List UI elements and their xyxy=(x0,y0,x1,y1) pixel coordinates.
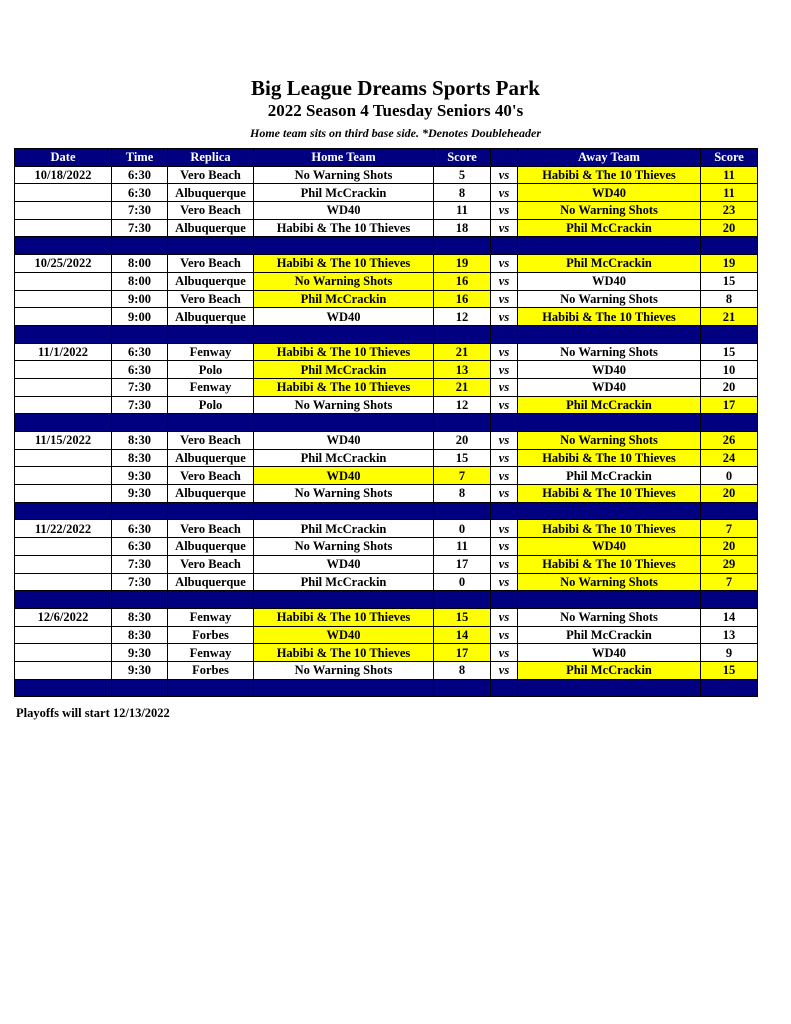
cell-replica: Vero Beach xyxy=(168,520,254,538)
cell-vs: vs xyxy=(491,626,518,644)
separator-cell xyxy=(518,414,701,432)
cell-vs: vs xyxy=(491,255,518,273)
cell-away-team: No Warning Shots xyxy=(518,573,701,591)
cell-time: 7:30 xyxy=(112,555,168,573)
cell-away-score: 0 xyxy=(701,467,758,485)
separator-cell xyxy=(112,502,168,520)
cell-vs: vs xyxy=(491,308,518,326)
separator-cell xyxy=(168,237,254,255)
cell-vs: vs xyxy=(491,219,518,237)
separator-cell xyxy=(434,591,491,609)
schedule-table xyxy=(14,148,758,697)
cell-away-score: 15 xyxy=(701,661,758,679)
week-separator-row xyxy=(15,679,758,697)
cell-away-score: 20 xyxy=(701,378,758,396)
cell-time: 8:30 xyxy=(112,626,168,644)
cell-away-team: No Warning Shots xyxy=(518,432,701,450)
cell-date xyxy=(15,184,112,202)
page-title: Big League Dreams Sports Park xyxy=(251,76,540,100)
cell-date xyxy=(15,290,112,308)
cell-away-team: WD40 xyxy=(518,272,701,290)
cell-home-score: 8 xyxy=(434,485,491,503)
page-subtitle: 2022 Season 4 Tuesday Seniors 40's xyxy=(267,101,524,120)
table-row xyxy=(15,432,758,450)
separator-cell xyxy=(491,679,518,697)
cell-home-score: 0 xyxy=(434,520,491,538)
cell-replica: Albuquerque xyxy=(168,184,254,202)
cell-away-team: Phil McCrackin xyxy=(518,396,701,414)
cell-home-score: 13 xyxy=(434,361,491,379)
cell-vs: vs xyxy=(491,608,518,626)
cell-vs: vs xyxy=(491,432,518,450)
cell-replica: Vero Beach xyxy=(168,467,254,485)
cell-away-team: Phil McCrackin xyxy=(518,661,701,679)
cell-home-score: 16 xyxy=(434,290,491,308)
cell-date xyxy=(15,202,112,220)
cell-date: 12/6/2022 xyxy=(15,608,112,626)
cell-away-score: 14 xyxy=(701,608,758,626)
separator-cell xyxy=(701,591,758,609)
table-row xyxy=(15,184,758,202)
cell-time: 6:30 xyxy=(112,361,168,379)
cell-away-score: 7 xyxy=(701,520,758,538)
table-row xyxy=(15,644,758,662)
cell-replica: Vero Beach xyxy=(168,202,254,220)
cell-time: 8:30 xyxy=(112,608,168,626)
cell-replica: Fenway xyxy=(168,343,254,361)
week-separator-row xyxy=(15,591,758,609)
separator-cell xyxy=(701,325,758,343)
table-row xyxy=(15,608,758,626)
cell-vs: vs xyxy=(491,661,518,679)
separator-cell xyxy=(434,325,491,343)
cell-date xyxy=(15,219,112,237)
table-row xyxy=(15,485,758,503)
cell-home-score: 8 xyxy=(434,184,491,202)
cell-vs: vs xyxy=(491,166,518,184)
cell-vs: vs xyxy=(491,290,518,308)
cell-date: 11/22/2022 xyxy=(15,520,112,538)
table-row xyxy=(15,290,758,308)
separator-cell xyxy=(518,325,701,343)
cell-away-team: WD40 xyxy=(518,361,701,379)
cell-replica: Vero Beach xyxy=(168,255,254,273)
separator-cell xyxy=(15,679,112,697)
cell-home-score: 12 xyxy=(434,396,491,414)
cell-home-team: Phil McCrackin xyxy=(254,520,434,538)
table-row xyxy=(15,255,758,273)
cell-time: 8:00 xyxy=(112,255,168,273)
cell-vs: vs xyxy=(491,396,518,414)
cell-date xyxy=(15,644,112,662)
cell-home-team: No Warning Shots xyxy=(254,485,434,503)
cell-vs: vs xyxy=(491,272,518,290)
cell-vs: vs xyxy=(491,538,518,556)
col-header-vs xyxy=(491,149,518,167)
cell-home-team: Habibi & The 10 Thieves xyxy=(254,608,434,626)
cell-date xyxy=(15,467,112,485)
cell-replica: Vero Beach xyxy=(168,290,254,308)
cell-time: 7:30 xyxy=(112,396,168,414)
cell-date xyxy=(15,573,112,591)
week-separator-row xyxy=(15,502,758,520)
week-separator-row xyxy=(15,414,758,432)
cell-replica: Albuquerque xyxy=(168,308,254,326)
cell-away-score: 10 xyxy=(701,361,758,379)
cell-vs: vs xyxy=(491,343,518,361)
table-row xyxy=(15,361,758,379)
separator-cell xyxy=(254,325,434,343)
separator-cell xyxy=(701,502,758,520)
cell-home-score: 11 xyxy=(434,202,491,220)
separator-cell xyxy=(491,237,518,255)
cell-away-team: Habibi & The 10 Thieves xyxy=(518,555,701,573)
cell-time: 9:00 xyxy=(112,290,168,308)
separator-cell xyxy=(701,237,758,255)
cell-away-score: 11 xyxy=(701,184,758,202)
separator-cell xyxy=(254,237,434,255)
cell-replica: Albuquerque xyxy=(168,538,254,556)
cell-home-team: WD40 xyxy=(254,432,434,450)
cell-date xyxy=(15,626,112,644)
cell-vs: vs xyxy=(491,184,518,202)
cell-away-team: Habibi & The 10 Thieves xyxy=(518,449,701,467)
separator-cell xyxy=(15,414,112,432)
cell-time: 6:30 xyxy=(112,538,168,556)
cell-time: 8:00 xyxy=(112,272,168,290)
cell-replica: Forbes xyxy=(168,626,254,644)
cell-replica: Albuquerque xyxy=(168,573,254,591)
table-row xyxy=(15,343,758,361)
cell-vs: vs xyxy=(491,485,518,503)
cell-vs: vs xyxy=(491,573,518,591)
separator-cell xyxy=(701,679,758,697)
cell-time: 8:30 xyxy=(112,432,168,450)
cell-date: 11/1/2022 xyxy=(15,343,112,361)
cell-away-score: 20 xyxy=(701,219,758,237)
separator-cell xyxy=(112,414,168,432)
separator-cell xyxy=(15,325,112,343)
cell-home-team: Habibi & The 10 Thieves xyxy=(254,255,434,273)
cell-away-team: Phil McCrackin xyxy=(518,255,701,273)
separator-cell xyxy=(434,502,491,520)
cell-away-score: 9 xyxy=(701,644,758,662)
cell-time: 7:30 xyxy=(112,219,168,237)
cell-away-team: WD40 xyxy=(518,378,701,396)
cell-away-team: Habibi & The 10 Thieves xyxy=(518,308,701,326)
week-separator-row xyxy=(15,325,758,343)
cell-replica: Polo xyxy=(168,396,254,414)
separator-cell xyxy=(491,325,518,343)
separator-cell xyxy=(254,591,434,609)
cell-replica: Polo xyxy=(168,361,254,379)
table-row xyxy=(15,467,758,485)
separator-cell xyxy=(168,502,254,520)
cell-away-team: No Warning Shots xyxy=(518,202,701,220)
cell-date xyxy=(15,308,112,326)
cell-home-team: Habibi & The 10 Thieves xyxy=(254,343,434,361)
separator-cell xyxy=(518,237,701,255)
separator-cell xyxy=(254,502,434,520)
cell-home-team: No Warning Shots xyxy=(254,396,434,414)
col-header-replica: Replica xyxy=(168,149,254,167)
cell-home-team: Phil McCrackin xyxy=(254,449,434,467)
separator-cell xyxy=(15,237,112,255)
cell-home-team: WD40 xyxy=(254,467,434,485)
table-row xyxy=(15,661,758,679)
cell-time: 9:00 xyxy=(112,308,168,326)
col-header-home-team: Home Team xyxy=(254,149,434,167)
cell-home-score: 19 xyxy=(434,255,491,273)
cell-replica: Albuquerque xyxy=(168,272,254,290)
cell-away-team: WD40 xyxy=(518,184,701,202)
separator-cell xyxy=(518,679,701,697)
separator-cell xyxy=(434,414,491,432)
separator-cell xyxy=(254,414,434,432)
separator-cell xyxy=(701,414,758,432)
cell-away-score: 15 xyxy=(701,272,758,290)
cell-home-score: 21 xyxy=(434,378,491,396)
cell-home-score: 5 xyxy=(434,166,491,184)
cell-vs: vs xyxy=(491,555,518,573)
cell-home-score: 7 xyxy=(434,467,491,485)
cell-vs: vs xyxy=(491,449,518,467)
separator-cell xyxy=(434,237,491,255)
cell-home-score: 11 xyxy=(434,538,491,556)
separator-cell xyxy=(254,679,434,697)
cell-away-score: 8 xyxy=(701,290,758,308)
cell-away-team: WD40 xyxy=(518,538,701,556)
week-separator-row xyxy=(15,237,758,255)
cell-home-team: WD40 xyxy=(254,555,434,573)
cell-time: 6:30 xyxy=(112,184,168,202)
separator-cell xyxy=(112,591,168,609)
cell-home-team: WD40 xyxy=(254,202,434,220)
cell-away-team: Phil McCrackin xyxy=(518,467,701,485)
table-row xyxy=(15,396,758,414)
cell-home-team: Habibi & The 10 Thieves xyxy=(254,378,434,396)
cell-replica: Albuquerque xyxy=(168,485,254,503)
cell-vs: vs xyxy=(491,202,518,220)
cell-replica: Albuquerque xyxy=(168,219,254,237)
cell-home-team: Habibi & The 10 Thieves xyxy=(254,644,434,662)
col-header-date: Date xyxy=(15,149,112,167)
cell-home-score: 12 xyxy=(434,308,491,326)
cell-replica: Vero Beach xyxy=(168,555,254,573)
cell-vs: vs xyxy=(491,361,518,379)
cell-away-score: 15 xyxy=(701,343,758,361)
table-row xyxy=(15,272,758,290)
table-row xyxy=(15,449,758,467)
table-row xyxy=(15,555,758,573)
col-header-home-score: Score xyxy=(434,149,491,167)
col-header-away-score: Score xyxy=(701,149,758,167)
cell-time: 7:30 xyxy=(112,202,168,220)
cell-away-score: 26 xyxy=(701,432,758,450)
cell-away-score: 21 xyxy=(701,308,758,326)
cell-home-score: 20 xyxy=(434,432,491,450)
cell-date: 10/18/2022 xyxy=(15,166,112,184)
cell-date xyxy=(15,361,112,379)
separator-cell xyxy=(518,591,701,609)
cell-home-score: 17 xyxy=(434,555,491,573)
separator-cell xyxy=(15,591,112,609)
cell-home-team: No Warning Shots xyxy=(254,538,434,556)
cell-home-score: 15 xyxy=(434,449,491,467)
cell-home-score: 17 xyxy=(434,644,491,662)
separator-cell xyxy=(168,325,254,343)
cell-replica: Fenway xyxy=(168,378,254,396)
page-note: Home team sits on third base side. *Denotes Doubleheader xyxy=(250,126,541,140)
cell-away-team: No Warning Shots xyxy=(518,343,701,361)
cell-home-score: 0 xyxy=(434,573,491,591)
cell-home-team: No Warning Shots xyxy=(254,272,434,290)
cell-away-score: 23 xyxy=(701,202,758,220)
cell-date xyxy=(15,661,112,679)
cell-home-team: No Warning Shots xyxy=(254,166,434,184)
separator-cell xyxy=(112,679,168,697)
cell-away-team: No Warning Shots xyxy=(518,290,701,308)
separator-cell xyxy=(491,414,518,432)
cell-time: 6:30 xyxy=(112,520,168,538)
cell-away-score: 11 xyxy=(701,166,758,184)
cell-date xyxy=(15,449,112,467)
cell-home-team: Phil McCrackin xyxy=(254,290,434,308)
cell-home-team: Phil McCrackin xyxy=(254,184,434,202)
cell-date xyxy=(15,485,112,503)
cell-date xyxy=(15,538,112,556)
cell-home-score: 15 xyxy=(434,608,491,626)
col-header-away-team: Away Team xyxy=(518,149,701,167)
cell-home-score: 16 xyxy=(434,272,491,290)
table-row xyxy=(15,378,758,396)
cell-time: 7:30 xyxy=(112,378,168,396)
cell-away-score: 20 xyxy=(701,538,758,556)
cell-vs: vs xyxy=(491,644,518,662)
cell-home-team: Phil McCrackin xyxy=(254,573,434,591)
cell-home-score: 14 xyxy=(434,626,491,644)
separator-cell xyxy=(168,414,254,432)
cell-away-team: WD40 xyxy=(518,644,701,662)
cell-home-team: No Warning Shots xyxy=(254,661,434,679)
separator-cell xyxy=(434,679,491,697)
table-row xyxy=(15,308,758,326)
table-row xyxy=(15,219,758,237)
cell-away-team: Phil McCrackin xyxy=(518,219,701,237)
separator-cell xyxy=(168,591,254,609)
separator-cell xyxy=(112,237,168,255)
cell-away-score: 24 xyxy=(701,449,758,467)
cell-date xyxy=(15,272,112,290)
table-row xyxy=(15,573,758,591)
cell-vs: vs xyxy=(491,378,518,396)
cell-away-score: 20 xyxy=(701,485,758,503)
cell-date: 11/15/2022 xyxy=(15,432,112,450)
cell-away-score: 13 xyxy=(701,626,758,644)
cell-date xyxy=(15,555,112,573)
table-row xyxy=(15,626,758,644)
separator-cell xyxy=(491,502,518,520)
separator-cell xyxy=(112,325,168,343)
cell-home-score: 18 xyxy=(434,219,491,237)
cell-away-score: 19 xyxy=(701,255,758,273)
cell-replica: Albuquerque xyxy=(168,449,254,467)
cell-date xyxy=(15,396,112,414)
separator-cell xyxy=(168,679,254,697)
cell-home-team: Habibi & The 10 Thieves xyxy=(254,219,434,237)
cell-time: 6:30 xyxy=(112,166,168,184)
cell-vs: vs xyxy=(491,520,518,538)
cell-time: 9:30 xyxy=(112,485,168,503)
cell-replica: Fenway xyxy=(168,644,254,662)
table-row xyxy=(15,520,758,538)
table-header-row xyxy=(15,149,758,167)
separator-cell xyxy=(15,502,112,520)
cell-away-team: Habibi & The 10 Thieves xyxy=(518,485,701,503)
cell-away-score: 29 xyxy=(701,555,758,573)
cell-vs: vs xyxy=(491,467,518,485)
cell-time: 9:30 xyxy=(112,467,168,485)
cell-date xyxy=(15,378,112,396)
cell-away-team: No Warning Shots xyxy=(518,608,701,626)
cell-away-team: Phil McCrackin xyxy=(518,626,701,644)
table-row xyxy=(15,202,758,220)
cell-home-team: WD40 xyxy=(254,308,434,326)
cell-away-score: 17 xyxy=(701,396,758,414)
cell-date: 10/25/2022 xyxy=(15,255,112,273)
cell-time: 9:30 xyxy=(112,644,168,662)
cell-home-score: 8 xyxy=(434,661,491,679)
cell-time: 9:30 xyxy=(112,661,168,679)
cell-replica: Fenway xyxy=(168,608,254,626)
cell-time: 7:30 xyxy=(112,573,168,591)
cell-replica: Forbes xyxy=(168,661,254,679)
cell-home-team: WD40 xyxy=(254,626,434,644)
footer-note: Playoffs will start 12/13/2022 xyxy=(16,706,170,720)
cell-away-team: Habibi & The 10 Thieves xyxy=(518,520,701,538)
cell-home-team: Phil McCrackin xyxy=(254,361,434,379)
table-row xyxy=(15,166,758,184)
separator-cell xyxy=(518,502,701,520)
cell-time: 6:30 xyxy=(112,343,168,361)
cell-time: 8:30 xyxy=(112,449,168,467)
cell-replica: Vero Beach xyxy=(168,166,254,184)
cell-away-team: Habibi & The 10 Thieves xyxy=(518,166,701,184)
cell-replica: Vero Beach xyxy=(168,432,254,450)
cell-home-score: 21 xyxy=(434,343,491,361)
table-row xyxy=(15,538,758,556)
separator-cell xyxy=(491,591,518,609)
cell-away-score: 7 xyxy=(701,573,758,591)
col-header-time: Time xyxy=(112,149,168,167)
